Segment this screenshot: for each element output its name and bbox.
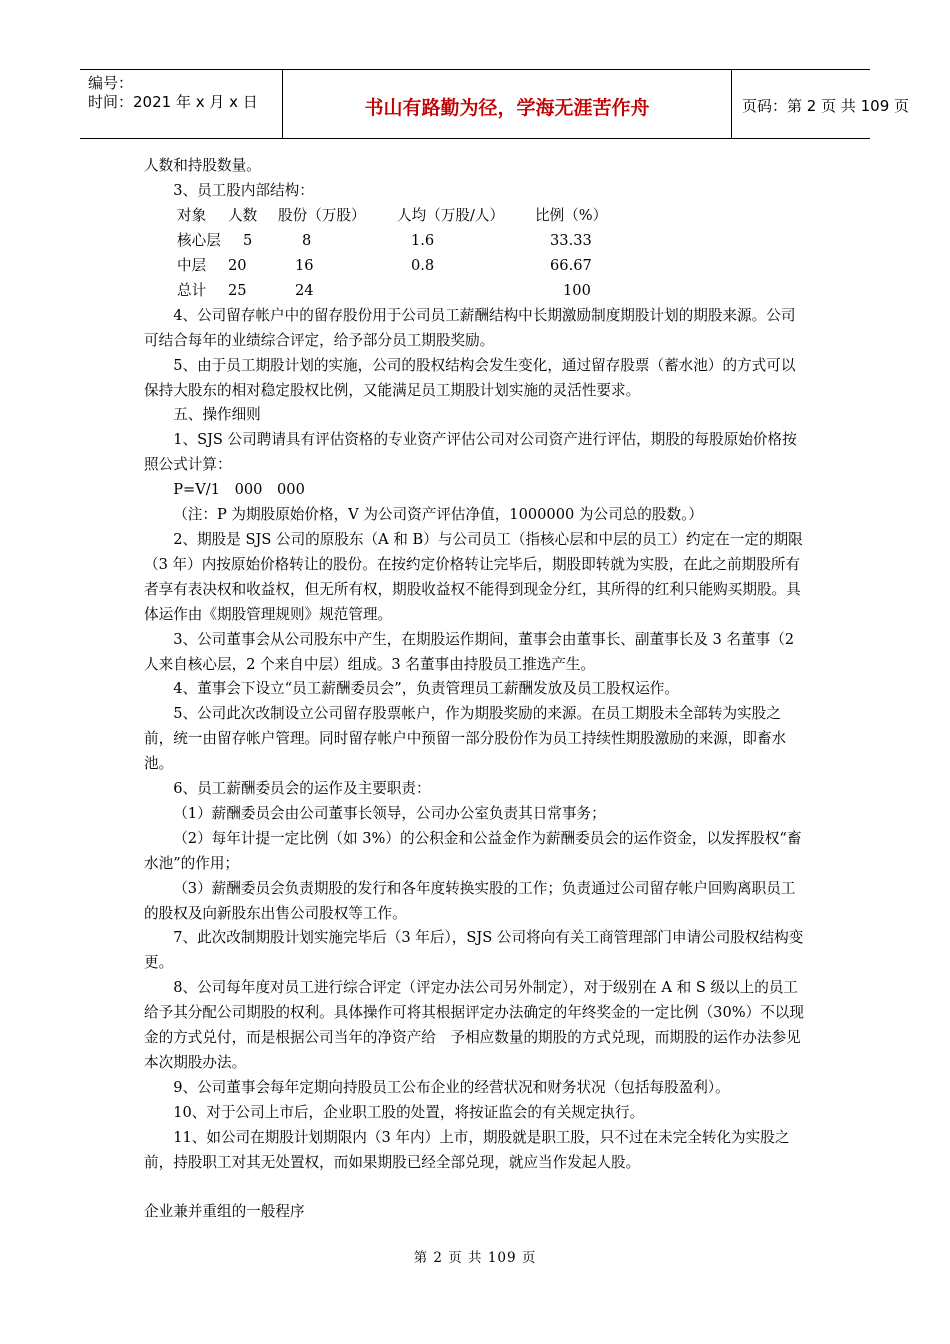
table-row — [144, 279, 806, 304]
paragraph: 3、公司董事会从公司股东中产生，在期股运作期间，董事会由董事长、副董事长及 3 名董事（2 人来自核心层，2 个来自中层）组成。3 名董事由持股员工推选产生。 — [144, 630, 795, 673]
table-cell: 25 — [228, 281, 247, 299]
table-header-cell: 人数 — [228, 206, 258, 224]
table-cell: 16 — [295, 256, 314, 274]
paragraph: 4、公司留存帐户中的留存股份用于公司员工薪酬结构中长期激励制度期股计划的期股来源。公司可结合每年的业绩综合评定，给予部分员工期股奖励。 — [144, 306, 796, 349]
table-cell: 5 — [243, 231, 253, 249]
formula: P=V/1 000 000 — [173, 481, 305, 499]
paragraph: 7、此次改制期股计划实施完毕后（3 年后），SJS 公司将向有关工商管理部门申请公司股权结构变更。 — [144, 929, 804, 972]
table-cell: 100 — [563, 281, 591, 299]
table-header-cell: 对象 — [177, 206, 207, 224]
table-cell: 66.67 — [550, 256, 592, 274]
paragraph: 2、期股是 SJS 公司的原股东（A 和 B）与公司员工（指核心层和中层的员工）约定在一定的期限（3 年）内按原始价格转让的股份。在按约定价格转让完毕后，期股即转就为实股，在此之前期股所有者享有表决权和收益权，但无所有权，期股收益权不能得到现金分红，其所得的红利只能购买期股。具体运作由《期股管理规则》规范管理。 — [144, 530, 803, 623]
table-cell: 24 — [295, 281, 314, 299]
table-cell: 中层 — [177, 256, 207, 274]
document-body — [144, 154, 806, 1224]
table-cell: 1.6 — [411, 231, 435, 249]
table-cell: 总计 — [177, 281, 207, 299]
paragraph: 6、员工薪酬委员会的运作及主要职责： — [173, 780, 431, 798]
header-motto: 书山有路勤为径，学海无涯苦作舟 — [364, 97, 650, 119]
section-heading: 五、操作细则 — [173, 406, 261, 424]
paragraph: 11、如公司在期股计划期限内（3 年内）上市，期股就是职工股，只不过在未完全转化为实股之前，持股职工对其无处置权，而如果期股已经全部兑现，就应当作发起人股。 — [144, 1128, 790, 1171]
paragraph: 人数和持股数量。 — [144, 157, 261, 174]
paragraph: （3）薪酬委员会负责期股的发行和各年度转换实股的工作；负责通过公司留存帐户回购离职员工的股权及向新股东出售公司股权等工作。 — [144, 879, 796, 922]
paragraph: （1）薪酬委员会由公司董事长领导，公司办公室负责其日常事务； — [173, 804, 606, 822]
header-date: 时间：2021 年 x 月 x 日 — [88, 93, 258, 111]
table-header-cell: 人均（万股/人） — [397, 206, 505, 224]
header-left-cell — [80, 70, 282, 138]
paragraph: 5、公司此次改制设立公司留存股票帐户，作为期股奖励的来源。在员工期股未全部转为实股之前，统一由留存帐户管理。同时留存帐户中预留一部分股份作为员工持续性期股激励的来源，即畜水池。 — [144, 705, 787, 773]
header-page-info: 页码：第 2 页 共 109 页 — [742, 97, 910, 115]
header-page-cell — [732, 70, 910, 138]
paragraph: 1、SJS 公司聘请具有评估资格的专业资产评估公司对公司资产进行评估，期股的每股原始价格按照公式计算： — [144, 431, 797, 474]
page-footer: 第 2 页 共 109 页 — [413, 1250, 537, 1266]
table-header-cell: 比例（%） — [535, 206, 608, 224]
header-number-label: 编号： — [88, 74, 134, 92]
closing-heading: 企业兼并重组的一般程序 — [144, 1202, 305, 1220]
header-motto-cell — [282, 70, 732, 138]
table-cell: 33.33 — [550, 231, 592, 249]
page-header — [80, 69, 910, 139]
table-row — [144, 229, 806, 254]
table-header-row — [144, 204, 806, 229]
table-cell: 20 — [228, 256, 247, 274]
paragraph: （2）每年计提一定比例（如 3%）的公积金和公益金作为薪酬委员会的运作资金，以发挥股权“畜水池”的作用； — [144, 829, 802, 872]
table-header-cell: 股份（万股） — [278, 206, 366, 224]
table-cell: 8 — [302, 231, 312, 249]
paragraph: 4、董事会下设立“员工薪酬委员会”，负责管理员工薪酬发放及员工股权运作。 — [173, 680, 679, 698]
paragraph: 10、对于公司上市后，企业职工股的处置，将按证监会的有关规定执行。 — [173, 1103, 645, 1121]
paragraph: 3、员工股内部结构： — [173, 181, 314, 199]
table-cell: 0.8 — [411, 256, 435, 274]
note: （注：P 为期股原始价格，V 为公司资产评估净值，1000000 为公司总的股数。） — [173, 506, 703, 524]
table-cell: 核心层 — [177, 231, 221, 249]
paragraph: 8、公司每年度对员工进行综合评定（评定办法公司另外制定），对于级别在 A 和 S 级以上的员工给予其分配公司期股的权利。具体操作可将其根据评定办法确定的年终奖金的一定比例（30%）不以现金的方式兑付，而是根据公司当年的净资产给 予相应数量的期股的方式兑现，而期股的运作办法参见本次期股办法。 — [144, 979, 804, 1071]
paragraph: 5、由于员工期股计划的实施，公司的股权结构会发生变化，通过留存股票（蓄水池）的方式可以保持大股东的相对稳定股权比例，又能满足员工期股计划实施的灵活性要求。 — [144, 356, 796, 399]
paragraph: 9、公司董事会每年定期向持股员工公布企业的经营状况和财务状况（包括每股盈利）。 — [173, 1078, 730, 1096]
table-row — [144, 254, 806, 279]
